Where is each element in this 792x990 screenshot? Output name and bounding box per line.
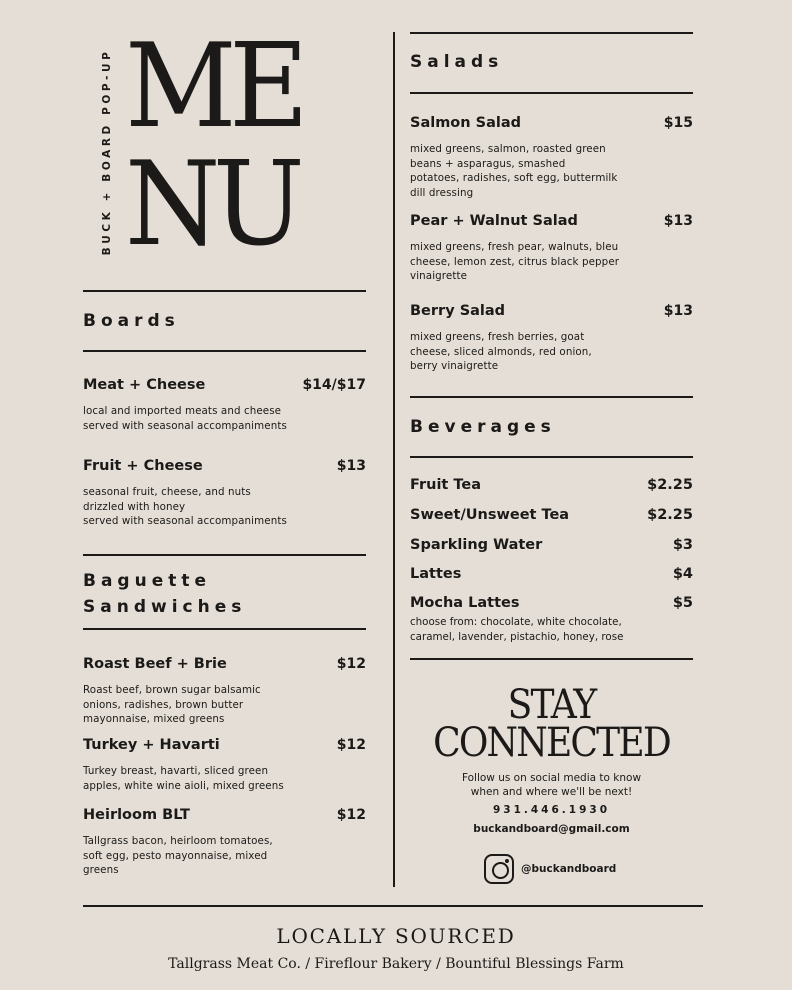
beverage-note: choose from: chocolate, white chocolate, caramel, lavender, pistachio, honey, rose xyxy=(410,616,624,643)
instagram-handle: @buckandboard xyxy=(521,863,617,875)
item-name: Salmon Salad xyxy=(410,115,522,131)
section-title-salads: Salads xyxy=(410,52,504,72)
item-price: $13 xyxy=(336,458,366,474)
item-price: $13 xyxy=(663,213,693,229)
email-address[interactable]: buckandboard@gmail.com xyxy=(473,823,630,835)
menu-item xyxy=(410,213,693,284)
item-price: $4 xyxy=(672,566,693,582)
item-description: Tallgrass bacon, heirloom tomatoes, soft egg, pesto mayonnaise, mixed greens xyxy=(83,835,273,876)
item-name: Sparkling Water xyxy=(410,537,543,553)
beverage-item xyxy=(410,595,693,611)
follow-text: Follow us on social media to know when and where we'll be next! xyxy=(461,772,642,798)
item-name: Meat + Cheese xyxy=(83,377,206,393)
item-price: $2.25 xyxy=(647,507,693,523)
menu-item xyxy=(83,458,366,529)
section-title-boards: Boards xyxy=(83,311,180,331)
brand-tagline: BUCK + BOARD POP-UP xyxy=(101,48,113,256)
item-price: $13 xyxy=(663,303,693,319)
divider xyxy=(410,32,693,34)
item-description: Turkey breast, havarti, sliced green apples, white wine aioli, mixed greens xyxy=(83,765,284,792)
divider xyxy=(410,92,693,94)
item-description: mixed greens, fresh berries, goat cheese, sliced almonds, red onion, berry vinaigrette xyxy=(410,331,592,372)
item-description: Roast beef, brown sugar balsamic onions, radishes, brown butter mayonnaise, mixed greens xyxy=(83,684,261,725)
item-price: $15 xyxy=(663,115,693,131)
menu-title: ME NU xyxy=(125,19,302,272)
item-name: Lattes xyxy=(410,566,462,582)
divider xyxy=(410,456,693,458)
section-title-sandwiches: Baguette Sandwiches xyxy=(83,571,247,617)
menu-item xyxy=(83,737,366,793)
item-price: $14/$17 xyxy=(302,377,366,393)
divider xyxy=(410,658,693,660)
suppliers-list: Tallgrass Meat Co. / Fireflour Bakery / Bountiful Blessings Farm xyxy=(168,956,624,972)
stay-connected-heading: STAY CONNECTED xyxy=(433,682,670,766)
beverage-item xyxy=(410,537,693,553)
column-divider xyxy=(393,32,395,887)
divider xyxy=(83,290,366,292)
item-name: Berry Salad xyxy=(410,303,506,319)
item-description: mixed greens, salmon, roasted green beans + asparagus, smashed potatoes, radishes, soft egg, buttermilk dill dressing xyxy=(410,143,618,199)
item-price: $12 xyxy=(336,656,366,672)
locally-sourced-heading: LOCALLY SOURCED xyxy=(276,924,516,948)
instagram-icon xyxy=(484,854,514,884)
item-name: Heirloom BLT xyxy=(83,807,190,823)
divider xyxy=(83,554,366,556)
item-price: $3 xyxy=(672,537,693,553)
item-price: $5 xyxy=(672,595,693,611)
item-price: $12 xyxy=(336,737,366,753)
menu-item xyxy=(410,303,693,374)
menu-item xyxy=(83,377,366,433)
divider xyxy=(83,628,366,630)
item-name: Mocha Lattes xyxy=(410,595,520,611)
menu-item xyxy=(83,656,366,727)
divider xyxy=(410,396,693,398)
item-price: $2.25 xyxy=(647,477,693,493)
menu-item xyxy=(83,807,366,878)
beverage-item xyxy=(410,507,693,523)
beverage-item xyxy=(410,477,693,493)
item-description: mixed greens, fresh pear, walnuts, bleu cheese, lemon zest, citrus black pepper vinaigrette xyxy=(410,241,620,282)
instagram-link[interactable] xyxy=(484,854,616,884)
item-name: Pear + Walnut Salad xyxy=(410,213,578,229)
item-name: Sweet/Unsweet Tea xyxy=(410,507,570,523)
item-name: Fruit + Cheese xyxy=(83,458,203,474)
section-title-beverages: Beverages xyxy=(410,417,556,437)
item-price: $12 xyxy=(336,807,366,823)
menu-item xyxy=(410,115,693,200)
item-name: Turkey + Havarti xyxy=(83,737,220,753)
beverage-item xyxy=(410,566,693,582)
phone-number[interactable]: 931.446.1930 xyxy=(492,804,611,816)
item-name: Roast Beef + Brie xyxy=(83,656,227,672)
item-name: Fruit Tea xyxy=(410,477,481,493)
item-description: local and imported meats and cheese served with seasonal accompaniments xyxy=(83,405,287,432)
item-description: seasonal fruit, cheese, and nuts drizzled with honey served with seasonal accompaniments xyxy=(83,486,287,527)
divider xyxy=(83,350,366,352)
footer-divider xyxy=(83,905,703,907)
